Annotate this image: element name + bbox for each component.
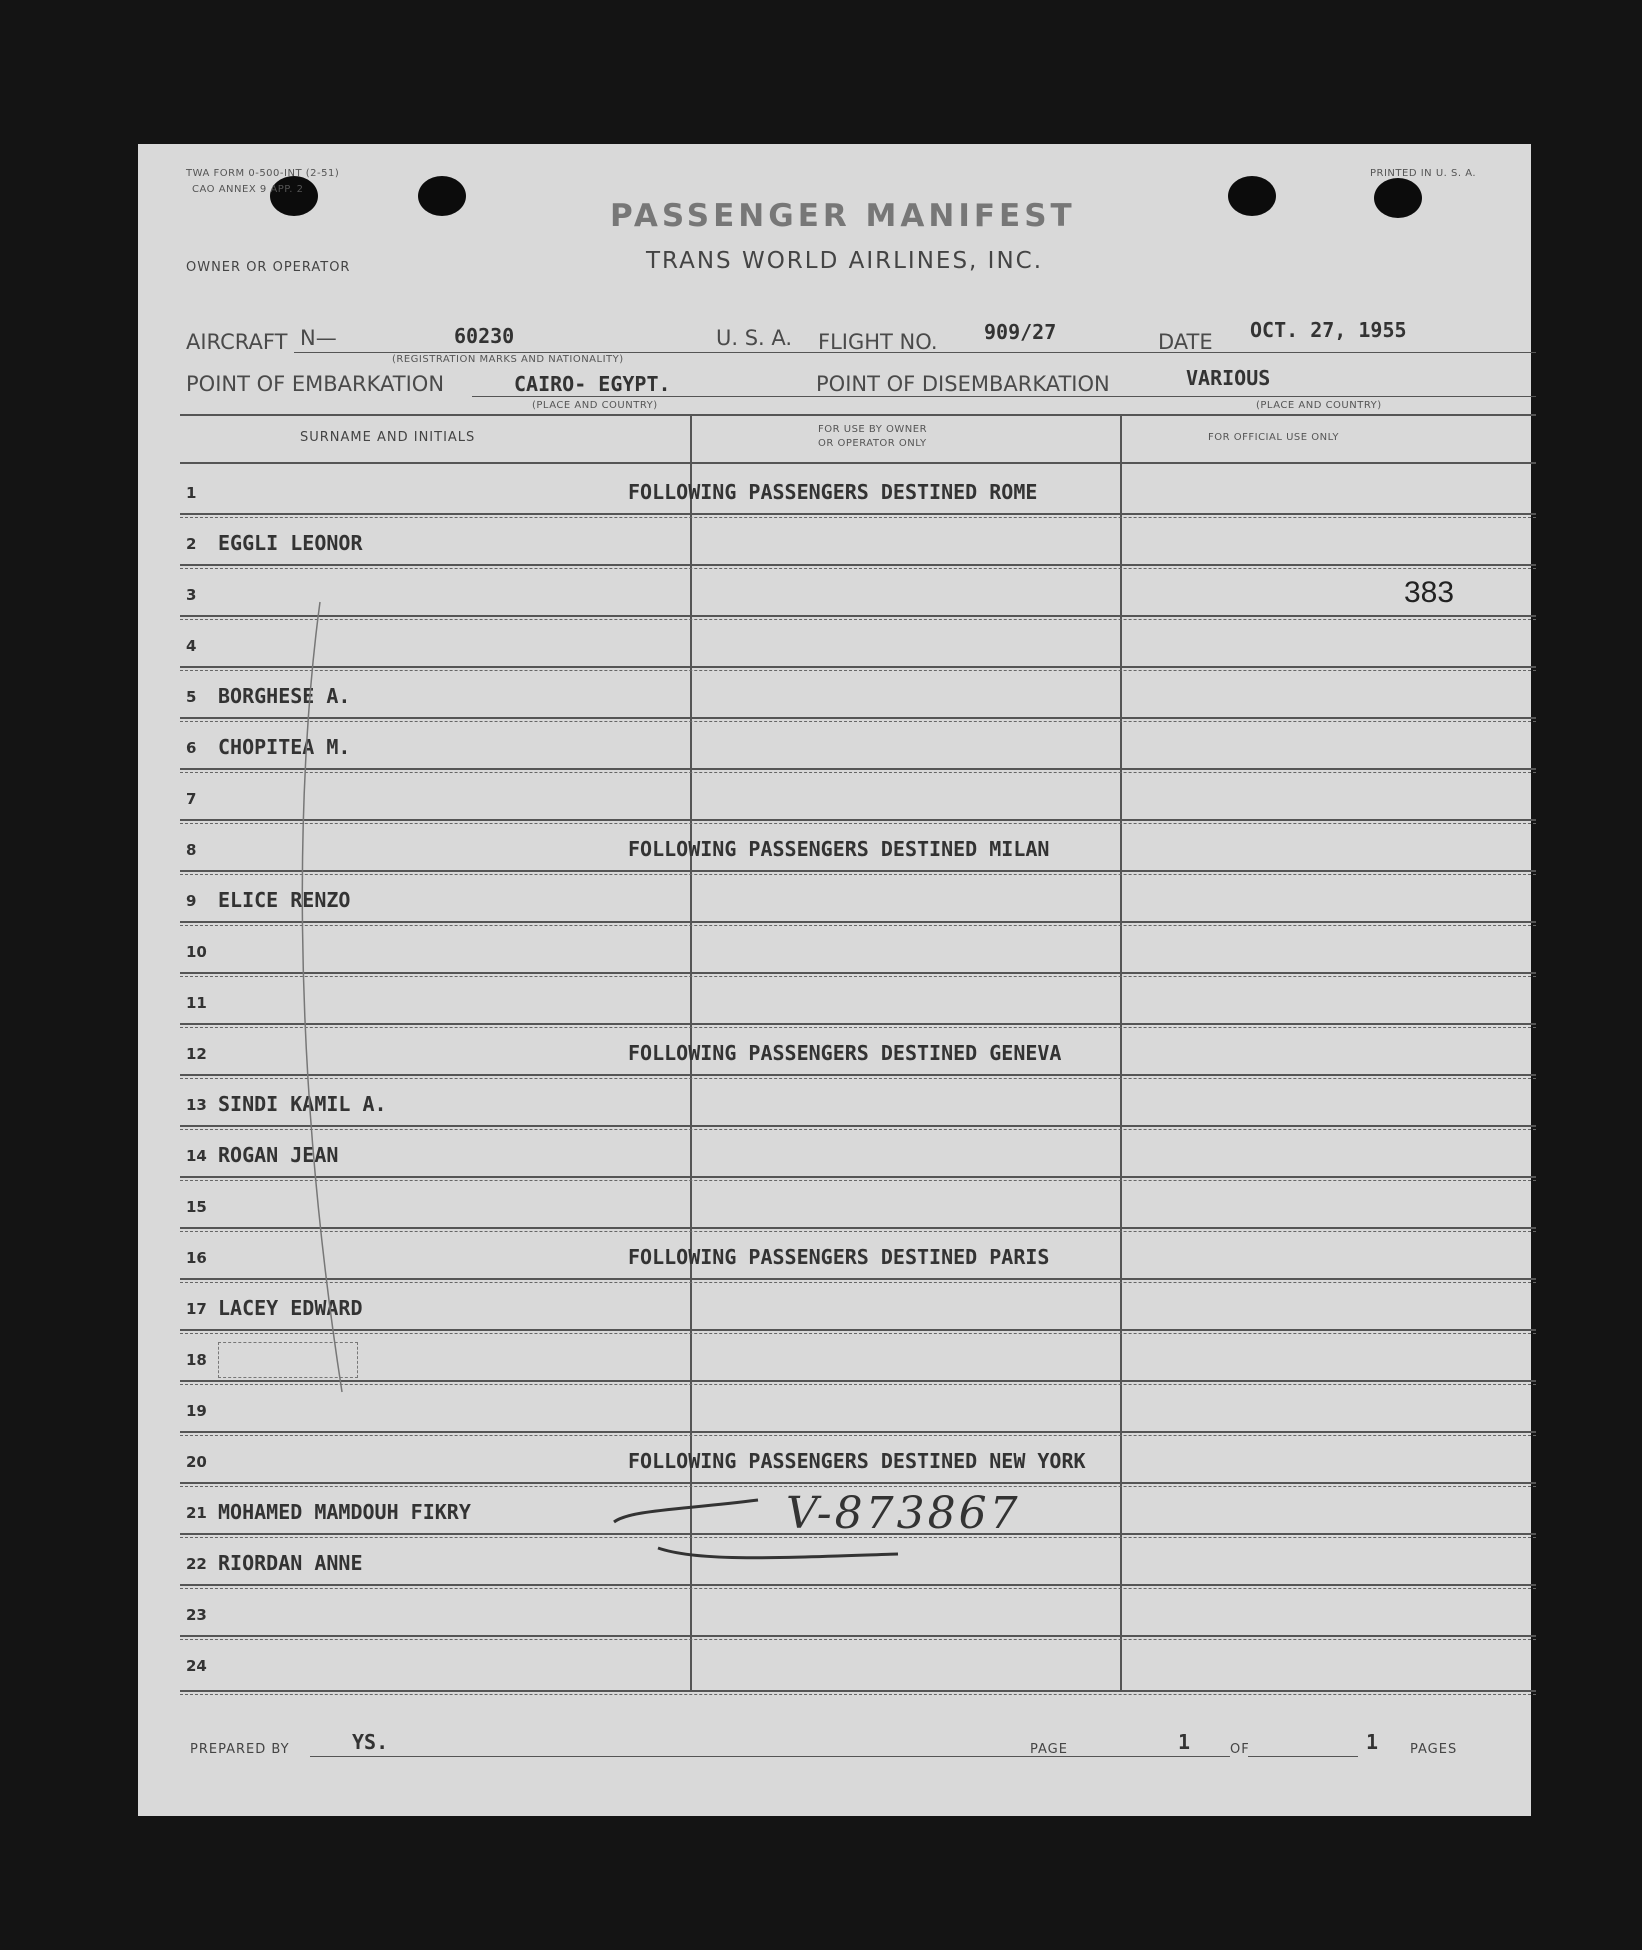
row-number: 2 <box>186 535 197 553</box>
disembarkation-caption: (PLACE AND COUNTRY) <box>1256 400 1382 411</box>
printed-in-label: PRINTED IN U. S. A. <box>1370 168 1477 179</box>
row-number: 4 <box>186 637 197 655</box>
row-number: 22 <box>186 1555 207 1573</box>
column-header-surname: SURNAME AND INITIALS <box>300 430 476 445</box>
row-number: 5 <box>186 688 197 706</box>
row-number: 9 <box>186 892 197 910</box>
company-name: TRANS WORLD AIRLINES, INC. <box>646 248 1044 274</box>
row-number: 11 <box>186 994 207 1012</box>
prepared-by-label: PREPARED BY <box>190 1742 290 1757</box>
form-id-line-1: TWA FORM 0-500-INT (2-51) <box>186 168 340 179</box>
embarkation-value: CAIRO- EGYPT. <box>514 372 671 396</box>
column-header-official-use: FOR OFFICIAL USE ONLY <box>1208 432 1339 443</box>
row-number: 17 <box>186 1300 207 1318</box>
registration-caption: (REGISTRATION MARKS AND NATIONALITY) <box>392 354 624 365</box>
owner-operator-label: OWNER OR OPERATOR <box>186 260 351 275</box>
passenger-name: MOHAMED MAMDOUH FIKRY <box>218 1500 471 1524</box>
row-number: 13 <box>186 1096 207 1114</box>
row-number: 21 <box>186 1504 207 1522</box>
passenger-name: SINDI KAMIL A. <box>218 1092 387 1116</box>
passenger-name: BORGHESE A. <box>218 684 351 708</box>
row-number: 18 <box>186 1351 207 1369</box>
disembarkation-label: POINT OF DISEMBARKATION <box>816 372 1110 396</box>
passenger-name: EGGLI LEONOR <box>218 531 363 555</box>
passenger-name: LACEY EDWARD <box>218 1296 363 1320</box>
passenger-name: ELICE RENZO <box>218 888 351 912</box>
date-label: DATE <box>1158 330 1213 354</box>
row-number: 6 <box>186 739 197 757</box>
row-number: 10 <box>186 943 207 961</box>
column-header-owner-use-1: FOR USE BY OWNER <box>818 424 928 435</box>
destination-note: FOLLOWING PASSENGERS DESTINED GENEVA <box>628 1041 1062 1065</box>
passenger-name: RIORDAN ANNE <box>218 1551 363 1575</box>
embarkation-caption: (PLACE AND COUNTRY) <box>532 400 658 411</box>
row-number: 7 <box>186 790 197 808</box>
of-rule <box>1248 1756 1358 1757</box>
page-rule <box>1074 1756 1230 1757</box>
flight-no-label: FLIGHT NO. <box>818 330 938 354</box>
aircraft-label: AIRCRAFT <box>186 330 288 354</box>
total-pages-value: 1 <box>1366 1730 1379 1754</box>
row-number: 12 <box>186 1045 207 1063</box>
destination-note: FOLLOWING PASSENGERS DESTINED ROME <box>628 480 1038 504</box>
flight-no-value: 909/27 <box>984 320 1057 344</box>
destination-note: FOLLOWING PASSENGERS DESTINED MILAN <box>628 837 1050 861</box>
manifest-sheet <box>138 144 1531 1816</box>
prepared-by-rule <box>310 1756 1116 1757</box>
row-number: 1 <box>186 484 197 502</box>
date-value: OCT. 27, 1955 <box>1250 318 1407 342</box>
row-number: 23 <box>186 1606 207 1624</box>
destination-note: FOLLOWING PASSENGERS DESTINED NEW YORK <box>628 1449 1086 1473</box>
handwritten-note: V-873867 <box>786 1488 1021 1539</box>
row-number: 16 <box>186 1249 207 1267</box>
row-number: 8 <box>186 841 197 859</box>
disembarkation-value: VARIOUS <box>1186 366 1271 390</box>
passenger-name: CHOPITEA M. <box>218 735 351 759</box>
pencil-margin-line <box>138 144 1531 1816</box>
embarkation-label: POINT OF EMBARKATION <box>186 372 445 396</box>
passenger-name: ROGAN JEAN <box>218 1143 339 1167</box>
page-value: 1 <box>1178 1730 1191 1754</box>
row-number: 24 <box>186 1657 207 1675</box>
country-label: U. S. A. <box>716 326 793 350</box>
of-label: OF <box>1230 1742 1250 1757</box>
row-number: 15 <box>186 1198 207 1216</box>
row-number: 19 <box>186 1402 207 1420</box>
column-header-owner-use-2: OR OPERATOR ONLY <box>818 438 927 449</box>
page-label: PAGE <box>1030 1742 1068 1757</box>
destination-note: FOLLOWING PASSENGERS DESTINED PARIS <box>628 1245 1050 1269</box>
aircraft-prefix: N— <box>300 326 337 350</box>
prepared-by-value: YS. <box>352 1730 389 1754</box>
page-title: PASSENGER MANIFEST <box>610 198 1076 234</box>
row-number: 3 <box>186 586 197 604</box>
row-number: 14 <box>186 1147 207 1165</box>
official-stamp-number: 383 <box>1404 576 1455 609</box>
row-number: 20 <box>186 1453 207 1471</box>
form-id-line-2: CAO ANNEX 9 APP. 2 <box>192 184 304 195</box>
aircraft-value: 60230 <box>454 324 515 348</box>
pages-label: PAGES <box>1410 1742 1458 1757</box>
